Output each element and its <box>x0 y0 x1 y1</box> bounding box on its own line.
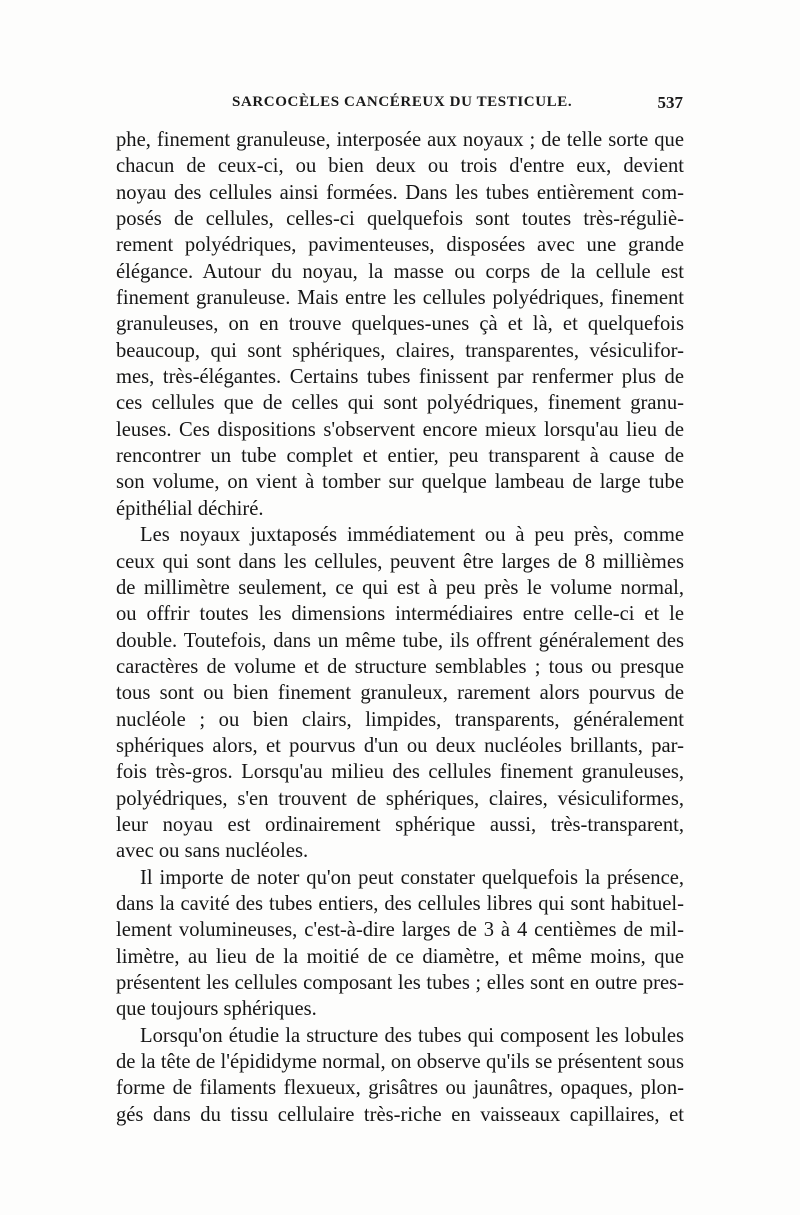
running-title: SARCOCÈLES CANCÉREUX DU TESTICULE. <box>232 94 573 110</box>
text-line: double. Toutefois, dans un même tube, ils offrent généralement des <box>116 629 684 652</box>
paragraph <box>116 127 684 522</box>
text-line: de millimètre seulement, ce qui est à peu près le volume normal, <box>116 576 684 599</box>
text-line: polyédriques, s'en trouvent de sphériques, claires, vésiculiformes, <box>116 787 684 810</box>
paragraph <box>116 1023 684 1128</box>
page-number: 537 <box>657 93 683 112</box>
text-line: chacun de ceux-ci, ou bien deux ou trois d'entre eux, devient <box>116 155 684 178</box>
text-line: nucléole ; ou bien clairs, limpides, transparents, généralement <box>116 708 684 731</box>
text-line: leuses. Ces dispositions s'observent encore mieux lorsqu'au lieu de <box>116 418 684 441</box>
text-line: noyau des cellules ainsi formées. Dans les tubes entièrement com- <box>116 181 684 204</box>
text-line: phe, finement granuleuse, interposée aux noyaux ; de telle sorte que <box>116 129 684 151</box>
text-line: tous sont ou bien finement granuleux, rarement alors pourvus de <box>116 682 684 705</box>
text-line: lement volumineuses, c'est-à-dire larges de 3 à 4 centièmes de mil- <box>116 919 684 942</box>
text-line: Il importe de noter qu'on peut constater quelquefois la présence, <box>140 866 684 889</box>
text-line: gés dans du tissu cellulaire très-riche en vaisseaux capillaires, et <box>116 1103 684 1126</box>
text-line: limètre, au lieu de la moitié de ce diamètre, et même moins, que <box>116 945 684 968</box>
text-line: que toujours sphériques. <box>116 998 317 1021</box>
text-line: ceux qui sont dans les cellules, peuvent être larges de 8 millièmes <box>116 550 684 573</box>
text-line: ces cellules que de celles qui sont polyédriques, finement granu- <box>116 392 684 415</box>
body-text <box>116 127 684 1128</box>
text-line: dans la cavité des tubes entiers, des cellules libres qui sont habituel- <box>116 892 684 915</box>
text-line: de la tête de l'épididyme normal, on observe qu'ils se présentent sous <box>116 1051 684 1074</box>
text-line: élégance. Autour du noyau, la masse ou corps de la cellule est <box>116 260 684 283</box>
text-line: fois très-gros. Lorsqu'au milieu des cellules finement granuleuses, <box>116 761 684 784</box>
text-line: avec ou sans nucléoles. <box>116 840 309 863</box>
text-line: mes, très-élégantes. Certains tubes finissent par renfermer plus de <box>116 366 684 389</box>
text-line: épithélial déchiré. <box>116 497 264 520</box>
paragraph <box>116 522 684 864</box>
paragraph <box>116 865 684 1023</box>
text-line: beaucoup, qui sont sphériques, claires, transparentes, vésiculifor- <box>116 339 684 362</box>
text-line: posés de cellules, celles-ci quelquefois sont toutes très-réguliè- <box>116 208 684 231</box>
text-line: rement polyédriques, pavimenteuses, disposées avec une grande <box>116 234 684 257</box>
text-line: rencontrer un tube complet et entier, peu transparent à cause de <box>116 445 684 468</box>
text-line: granuleuses, on en trouve quelques-unes çà et là, et quelquefois <box>116 313 684 336</box>
text-line: finement granuleuse. Mais entre les cellules polyédriques, finement <box>116 287 684 310</box>
text-line: sphériques alors, et pourvus d'un ou deux nucléoles brillants, par- <box>116 734 684 757</box>
text-line: Les noyaux juxtaposés immédiatement ou à peu près, comme <box>140 524 684 547</box>
text-line: ou offrir toutes les dimensions intermédiaires entre celle-ci et le <box>116 603 684 626</box>
text-line: caractères de volume et de structure semblables ; tous ou presque <box>116 655 684 678</box>
text-line: Lorsqu'on étudie la structure des tubes qui composent les lobules <box>140 1024 684 1047</box>
text-line: son volume, on vient à tomber sur quelque lambeau de large tube <box>116 471 684 494</box>
text-line: leur noyau est ordinairement sphérique aussi, très-transparent, <box>116 813 684 836</box>
text-line: forme de filaments flexueux, grisâtres ou jaunâtres, opaques, plon- <box>116 1077 684 1100</box>
text-line: présentent les cellules composant les tubes ; elles sont en outre pres- <box>116 972 684 994</box>
running-head <box>118 94 683 118</box>
